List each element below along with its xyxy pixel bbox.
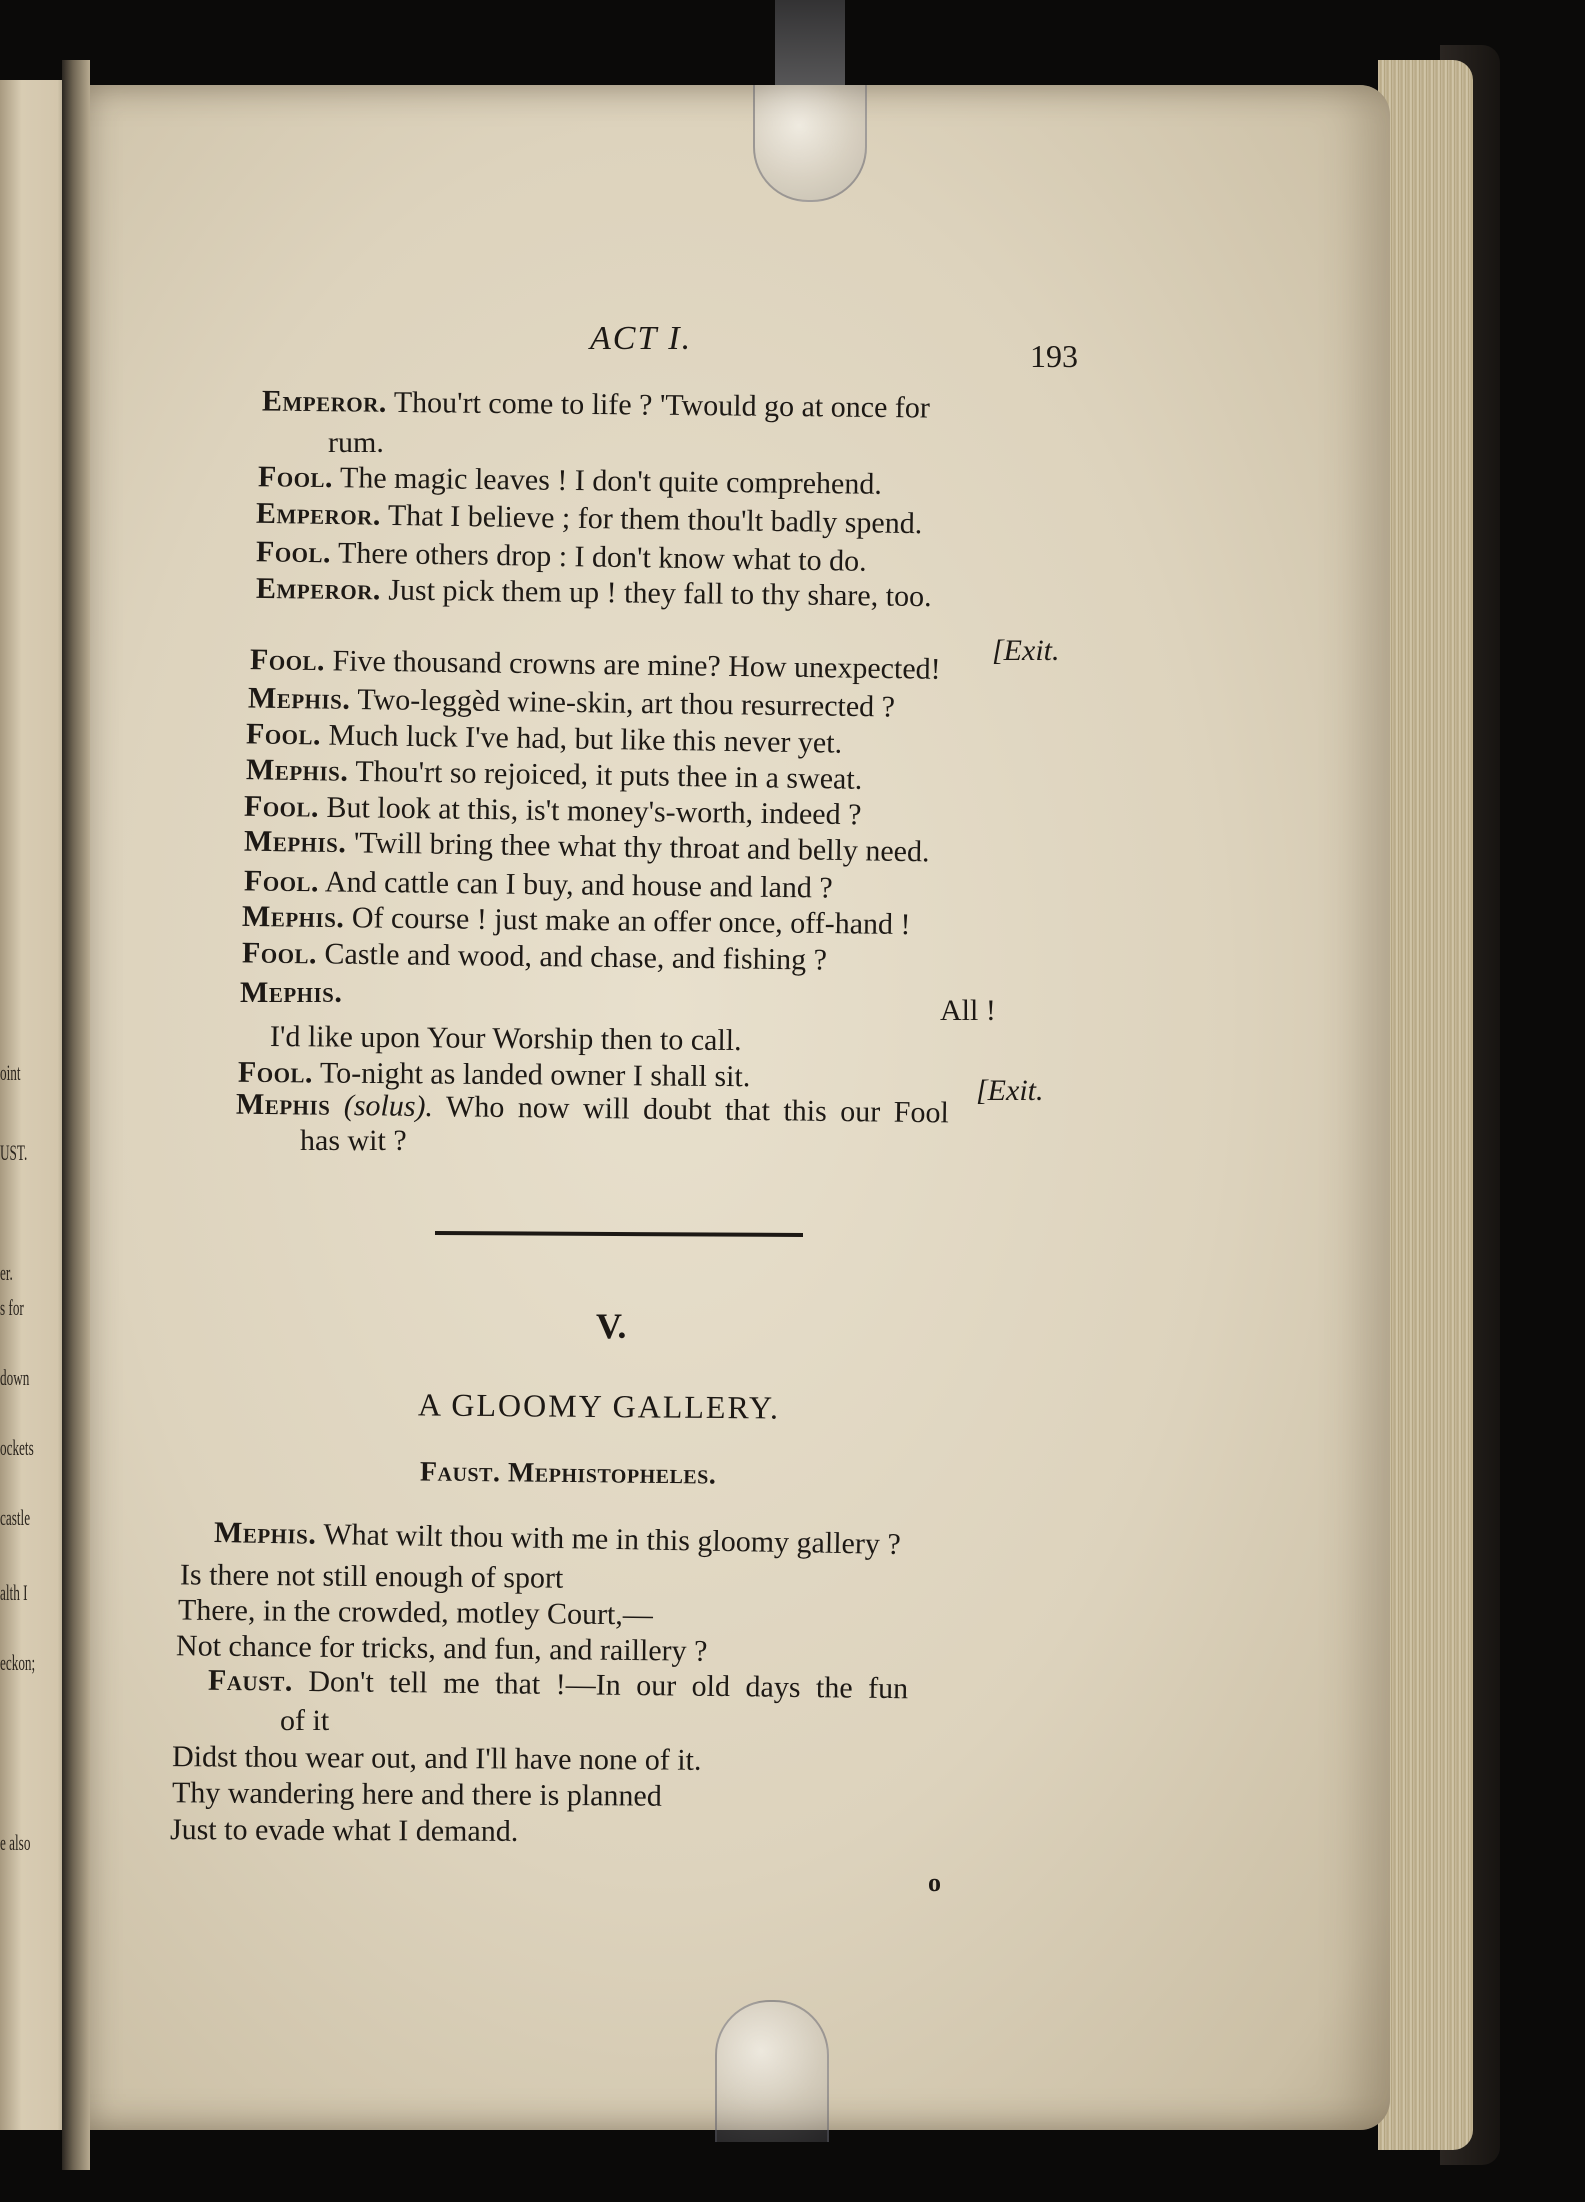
line-text: Of course ! just make an offer once, off-hand ! [351, 901, 911, 942]
speaker-name: Mephis. [241, 899, 345, 935]
speaker-name: Fool. [245, 717, 322, 752]
dialogue-line [261, 384, 931, 425]
dialogue-line [170, 1815, 518, 1847]
line-text: Didst thou wear out, and I'll have none of it. [171, 1740, 702, 1777]
line-text: has wit ? [300, 1124, 407, 1157]
speaker-name: Fool. [241, 936, 318, 971]
speaker-name: Emperor. [255, 496, 382, 532]
stage-direction: [Exit. [976, 1074, 1044, 1107]
line-text: Castle and wood, and chase, and fishing ? [324, 937, 828, 977]
dialogue-line [180, 1560, 564, 1593]
dialogue-line [280, 1706, 329, 1736]
stage-direction: [Exit. [992, 634, 1060, 667]
speaker-name: Fool. [243, 789, 320, 824]
line-text: I'd like upon Your Worship then to call. [269, 1019, 742, 1058]
line-text: There others drop : I don't know what to do. [337, 536, 867, 578]
left-fragment: oint [0, 1060, 21, 1085]
line-text: Who now will doubt that this our Fool [445, 1090, 949, 1130]
dialogue-line [237, 1055, 751, 1094]
dialogue-line [240, 978, 342, 1008]
line-text: rum. [328, 426, 384, 459]
line-text: of it [280, 1704, 330, 1737]
book-gutter [62, 60, 90, 2170]
line-text: All ! [940, 994, 996, 1027]
speaker-name: Fool. [243, 864, 320, 899]
speaker-name: Mephis. [245, 753, 349, 788]
dialogue-line [176, 1631, 708, 1667]
page-clip-bottom [715, 2000, 829, 2142]
line-text: Thou'rt so rejoiced, it puts thee in a sweat. [355, 754, 863, 796]
speaker-name: Fool. [249, 643, 326, 678]
line-text: Much luck I've had, but like this never yet. [328, 718, 843, 760]
line-text: To-night as landed owner I shall sit. [319, 1056, 751, 1094]
line-text: There, in the crowded, motley Court,— [177, 1593, 654, 1632]
line-text: Two-leggèd wine-skin, art thou resurrected ? [357, 683, 896, 724]
speaker-name: Fool. [255, 535, 332, 570]
line-text: 'Twill bring thee what thy throat and belly need. [353, 826, 930, 869]
left-fragment: alth I [0, 1580, 28, 1605]
line-text: Don't tell me that !—In our old days the fun [308, 1664, 909, 1706]
section-title: A GLOOMY GALLERY. [417, 1386, 781, 1426]
left-fragment: down [0, 1365, 30, 1390]
dialogue-line [172, 1778, 662, 1811]
line-text: That I believe ; for them thou'lt badly spend. [387, 498, 923, 541]
left-fragment: UST. [0, 1140, 28, 1165]
page-clip-top [753, 85, 867, 202]
dialogue-line [258, 462, 882, 500]
speaker-name: Mephis. [240, 976, 343, 1009]
left-fragment: e also [0, 1830, 31, 1855]
page-edges [1378, 60, 1473, 2150]
left-fragment: castle [0, 1505, 31, 1530]
line-text: The magic leaves ! I don't quite comprehend. [339, 461, 883, 501]
signature-mark: o [928, 1868, 941, 1897]
line-text: Five thousand crowns are mine? How unexpected! [332, 644, 941, 686]
dialogue-line [328, 428, 384, 458]
speaker-name: Mephis. [213, 1516, 317, 1551]
page-number: 193 [1030, 338, 1078, 374]
speaker-name: Fool. [237, 1055, 314, 1090]
dialogue-line [242, 938, 827, 975]
dialogue-line [940, 996, 996, 1026]
dialogue-line [177, 1593, 654, 1632]
speaker-name: Mephis. [247, 681, 351, 716]
left-fragment: s for [0, 1295, 24, 1320]
speaker-name: Fool. [257, 460, 334, 495]
speaker-name: Mephis [235, 1087, 331, 1122]
left-fragment: ockets [0, 1435, 34, 1460]
line-text: And cattle can I buy, and house and land ? [324, 865, 833, 905]
dialogue-line [300, 1126, 407, 1156]
dialogue-line [269, 1019, 742, 1058]
scene-speakers: Faust. Mephistopheles. [419, 1456, 717, 1491]
line-text: Thou'rt come to life ? 'Twould go at once for [393, 385, 931, 425]
dialogue-line [244, 866, 833, 903]
speaker-name: Faust. [207, 1663, 294, 1698]
section-number: V. [596, 1306, 627, 1346]
speaker-name: Emperor. [255, 571, 382, 607]
stage-note: (solus). [343, 1088, 434, 1124]
speaker-name: Emperor. [261, 384, 388, 419]
line-text: Just pick them up ! they fall to thy share, too. [388, 573, 932, 614]
line-text: Not chance for tricks, and fun, and raillery ? [175, 1629, 708, 1668]
line-text: Is there not still enough of sport [179, 1558, 564, 1595]
left-fragment: eckon; [0, 1650, 36, 1675]
line-text: Just to evade what I demand. [169, 1813, 519, 1848]
running-head: ACT I. [590, 320, 693, 357]
line-text: Thy wandering here and there is planned [171, 1776, 662, 1813]
speaker-name: Mephis. [243, 824, 347, 860]
dialogue-line [172, 1742, 702, 1776]
line-text: What wilt thou with me in this gloomy gallery ? [323, 1517, 901, 1561]
left-fragment: er. [0, 1260, 13, 1285]
line-text: But look at this, is't money's-worth, indeed ? [326, 790, 862, 832]
